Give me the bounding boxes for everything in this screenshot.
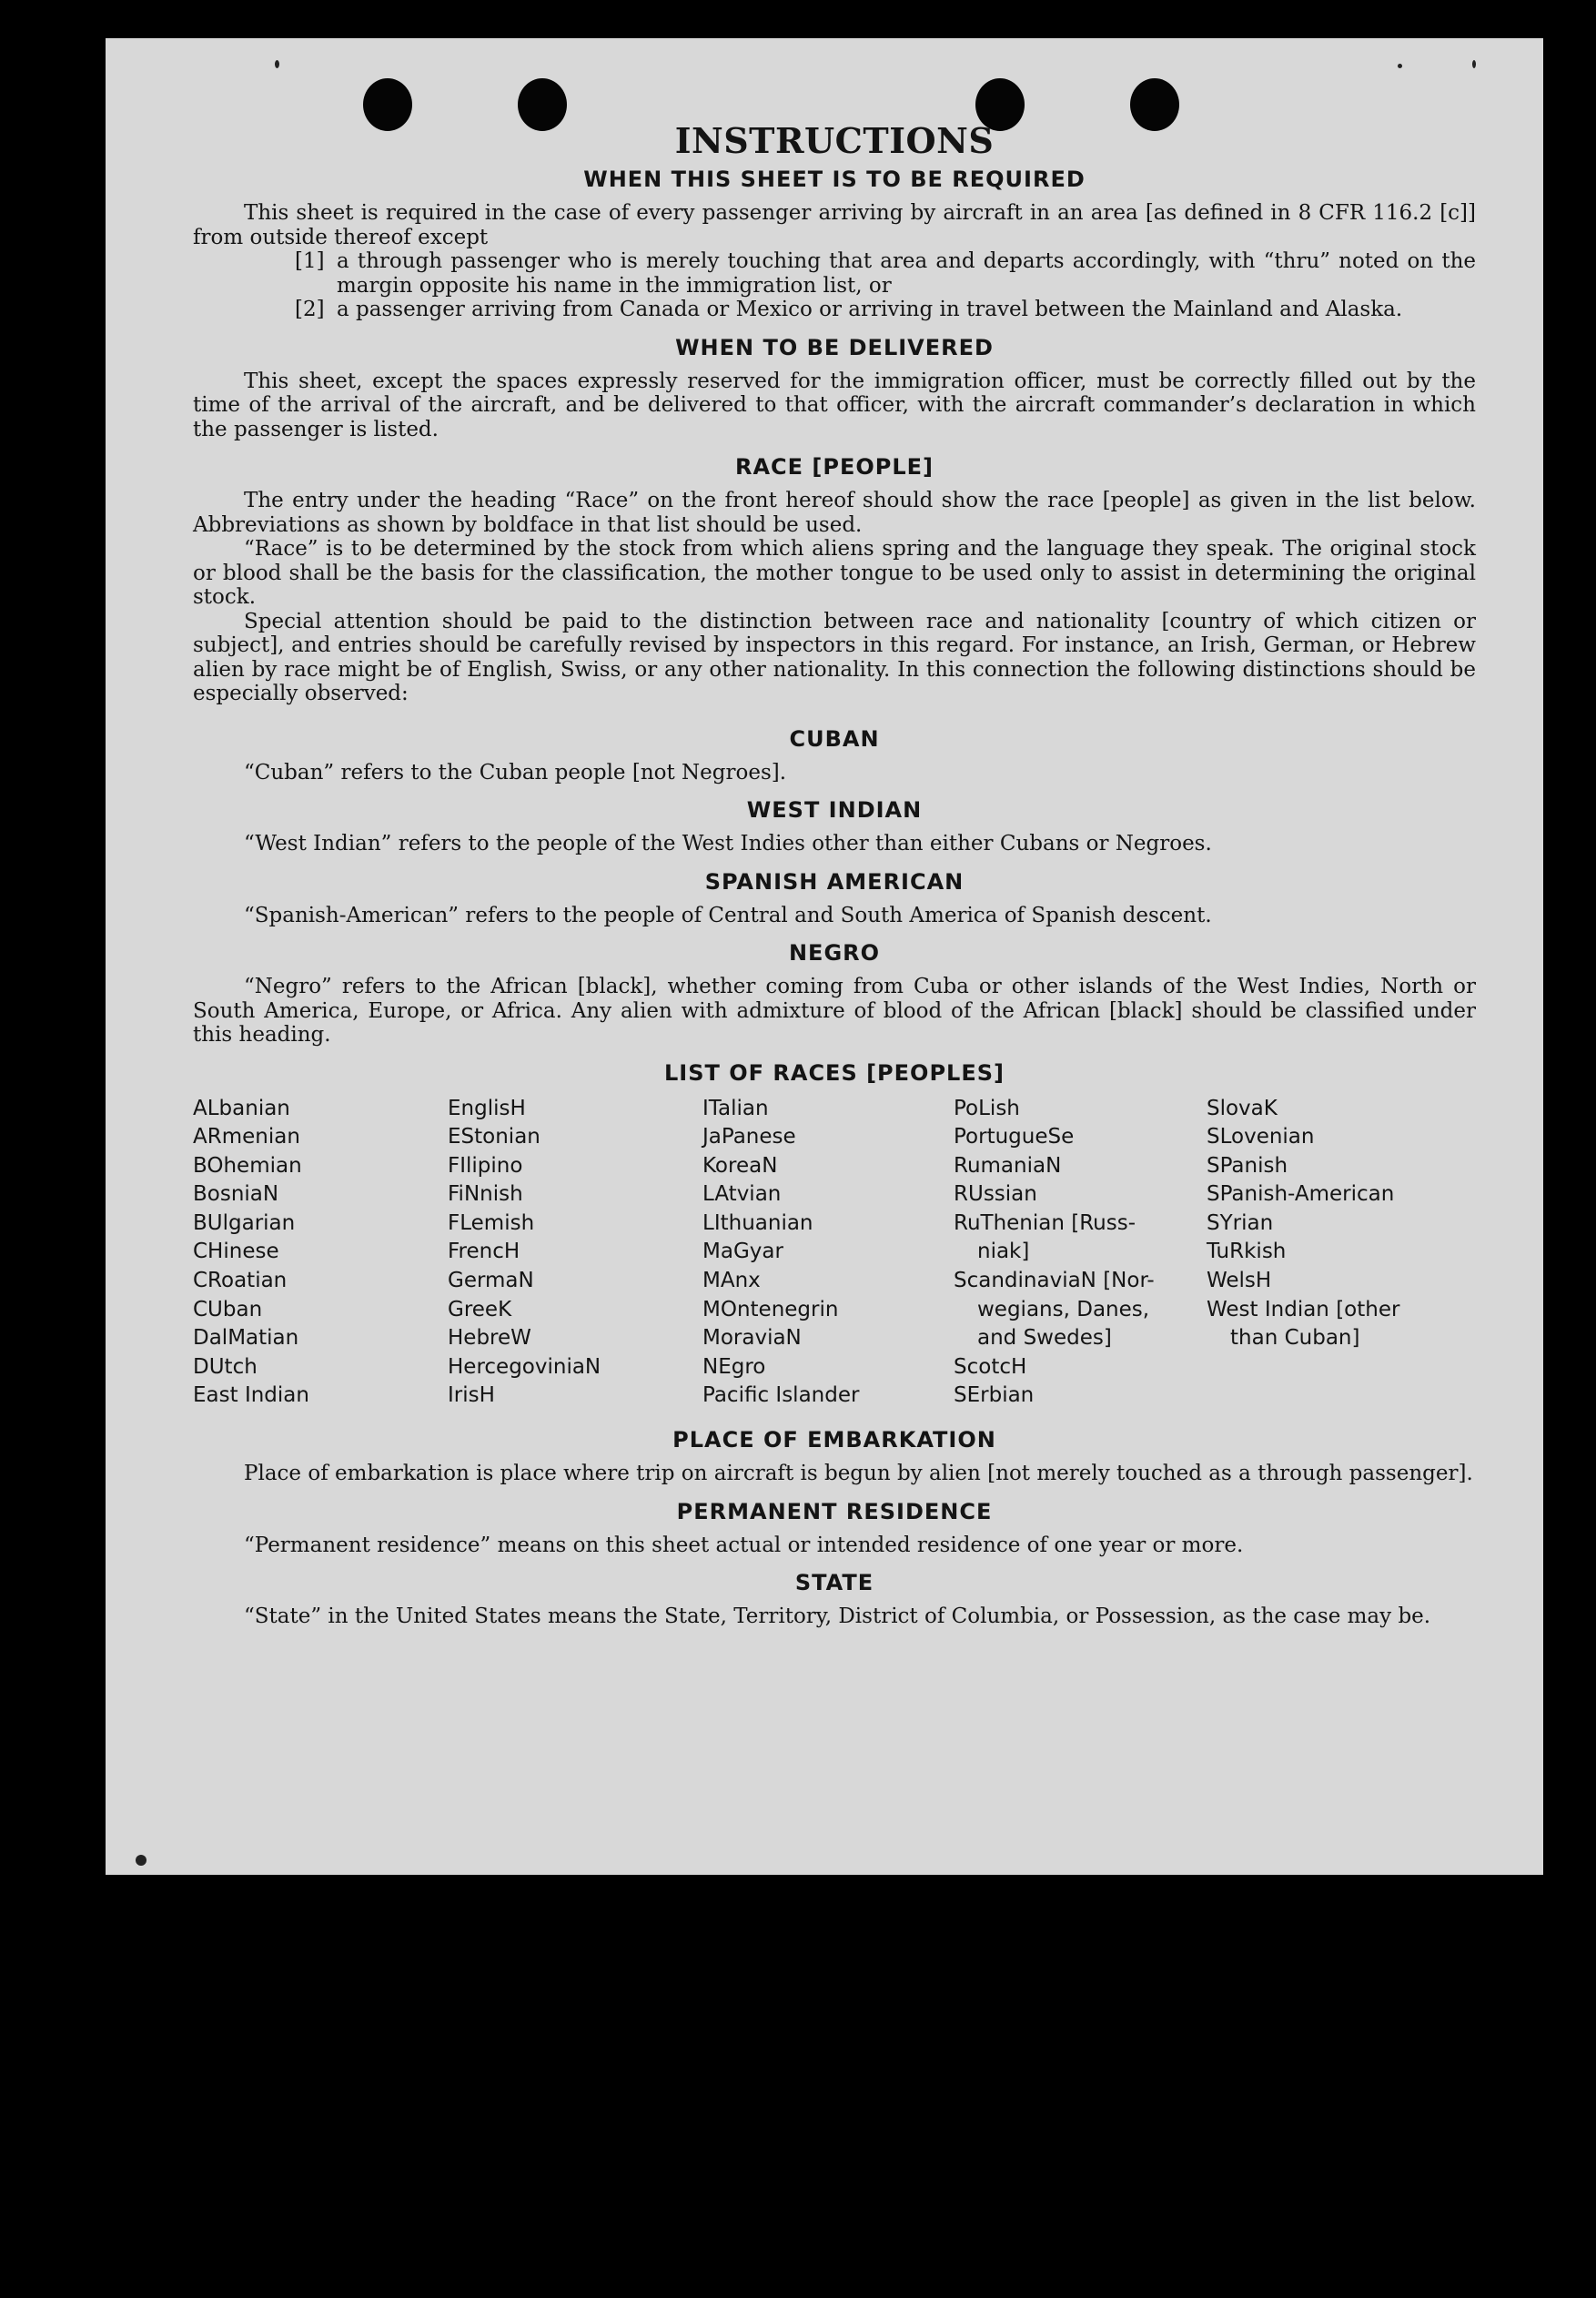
race-entry: HebreW [448,1326,531,1351]
race-entry: FrencH [448,1240,520,1264]
race-entry: EnglisH [448,1096,526,1120]
race-entry: West Indian [other [1207,1297,1400,1321]
required-intro: This sheet is required in the case of every passenger arriving by aircraft in an area [as defined in 8 CFR 116.2 [c]] from outside thereof except [193,201,1476,249]
race-entry: HercegoviniaN [448,1354,601,1379]
heading-permanent-residence: PERMANENT RESIDENCE [676,1498,993,1524]
race-entry: PoLish [954,1096,1020,1120]
race-entry: Pacific Islander [702,1383,860,1408]
race-entry: and Swedes] [977,1326,1112,1351]
race-entry: CHinese [193,1240,279,1264]
race-entry: SErbian [954,1383,1035,1408]
delivered-text: This sheet, except the spaces expressly reserved for the immigration officer, must be correctly filled out by the time of the arrival of the aircraft, and be delivered to that officer, with the aircraft commander’s declaration in which the passenger is listed. [193,369,1476,441]
item-number: [2] [295,298,325,321]
race-entry: than Cuban] [1230,1326,1360,1351]
heading-when-delivered: WHEN TO BE DELIVERED [675,334,994,360]
races-column [954,1095,1207,1412]
race-paragraph: The entry under the heading “Race” on the front hereof should show the race [people] as given in the list below. Abbreviations as shown by boldface in that list should be used. [193,489,1476,537]
race-entry: TuRkish [1207,1240,1287,1264]
race-entry: SPanish-American [1207,1182,1395,1207]
cuban-text: “Cuban” refers to the Cuban people [not Negroes]. [244,760,787,785]
race-entry: RumaniaN [954,1153,1062,1178]
list-item [193,298,1476,322]
race-entry: ARmenian [193,1125,300,1149]
heading-west-indian: WEST INDIAN [746,797,923,823]
item-text: a passenger arriving from Canada or Mexico or arriving in travel between the Mainland and Alaska. [337,298,1403,321]
race-entry: LIthuanian [702,1210,813,1235]
race-entry: KoreaN [702,1153,778,1178]
page-title: INSTRUCTIONS [674,120,995,161]
speck [1472,60,1476,68]
instructions-content [193,120,1476,1629]
race-entry: CUban [193,1297,263,1321]
race-entry: PortugueSe [954,1125,1075,1149]
heading-cuban: CUBAN [789,725,880,752]
race-entry: IrisH [448,1383,495,1408]
race-entry: MOntenegrin [702,1297,839,1321]
item-number: [1] [295,249,325,273]
race-paragraph: Special attention should be paid to the distinction between race and nationality [country of which citizen or subject], and entries should be carefully revised by inspectors in this regard. For instance, an Irish, German, or Hebrew alien by race might be of English, Swiss, or any other nationality. In this connection the following distinctions should be especially observed: [193,609,1476,705]
speck [1398,64,1402,68]
race-entry: RUssian [954,1182,1037,1207]
race-entry: JaPanese [702,1125,796,1149]
residence-text: “Permanent residence” means on this sheet actual or intended residence of one year or more. [244,1533,1244,1557]
speck [136,1855,146,1866]
race-entry: EStonian [448,1125,540,1149]
heading-spanish-american: SPANISH AMERICAN [704,868,965,895]
race-entry: wegians, Danes, [977,1297,1150,1321]
race-entry: SPanish [1207,1153,1288,1178]
race-entry: MaGyar [702,1240,783,1264]
race-entry: FIlipino [448,1153,523,1178]
races-column [448,1095,702,1412]
race-entry: NEgro [702,1354,766,1379]
race-entry: WelsH [1207,1269,1272,1293]
heading-place-of-embarkation: PLACE OF EMBARKATION [672,1427,996,1453]
heading-list-of-races: LIST OF RACES [PEOPLES] [664,1059,1005,1086]
embarkation-text: Place of embarkation is place where trip on aircraft is begun by alien [not merely touched as a through passenger]. [244,1462,1473,1486]
races-column [702,1095,954,1412]
race-entry: BUlgarian [193,1210,296,1235]
race-entry: FLemish [448,1210,535,1235]
race-entry: GreeK [448,1297,512,1321]
speck [275,60,279,68]
heading-race: RACE [PEOPLE] [734,454,934,480]
spanish-american-text: “Spanish-American” refers to the people of Central and South America of Spanish descent. [244,903,1212,927]
races-column [1207,1095,1476,1412]
race-entry: CRoatian [193,1269,288,1293]
race-entry: DUtch [193,1354,258,1379]
state-text: “State” in the United States means the State, Territory, District of Columbia, or Possession, as the case may be. [244,1605,1431,1629]
race-entry: ScandinaviaN [Nor- [954,1269,1155,1293]
race-entry: ScotcH [954,1354,1027,1379]
list-item [193,249,1476,298]
race-entry: RuThenian [Russ- [954,1210,1136,1235]
document-page [106,38,1543,1875]
race-entry: SYrian [1207,1210,1274,1235]
race-entry: niak] [977,1240,1030,1264]
item-text: a through passenger who is merely touching that area and departs accordingly, with “thru” noted on the margin opposite his name in the immigration list, or [337,249,1476,298]
race-entry: MAnx [702,1269,761,1293]
race-entry: DalMatian [193,1326,299,1351]
races-column [193,1095,448,1412]
race-paragraph: “Race” is to be determined by the stock from which aliens spring and the language they speak. The original stock or blood shall be the basis for the classification, the mother tongue to be used only to assist in determining the original stock. [193,537,1476,609]
negro-text: “Negro” refers to the African [black], whether coming from Cuba or other islands of the West Indies, North or South America, Europe, or Africa. Any alien with admixture of blood of the African [black] should be classified under this heading. [193,975,1476,1047]
race-entry: SLovenian [1207,1125,1315,1149]
race-entry: MoraviaN [702,1326,802,1351]
race-entry: BosniaN [193,1182,279,1207]
heading-state: STATE [794,1570,874,1596]
heading-negro: NEGRO [788,940,881,966]
west-indian-text: “West Indian” refers to the people of the West Indies other than either Cubans or Negroes. [244,832,1212,855]
race-entry: SlovaK [1207,1096,1278,1120]
race-entry: GermaN [448,1269,534,1293]
heading-when-required: WHEN THIS SHEET IS TO BE REQUIRED [583,167,1086,192]
race-entry: LAtvian [702,1182,782,1207]
races-list [193,1095,1476,1412]
race-entry: ALbanian [193,1096,290,1120]
race-entry: ITalian [702,1096,769,1120]
race-entry: FiNnish [448,1182,523,1207]
race-entry: East Indian [193,1383,309,1408]
race-entry: BOhemian [193,1153,302,1178]
